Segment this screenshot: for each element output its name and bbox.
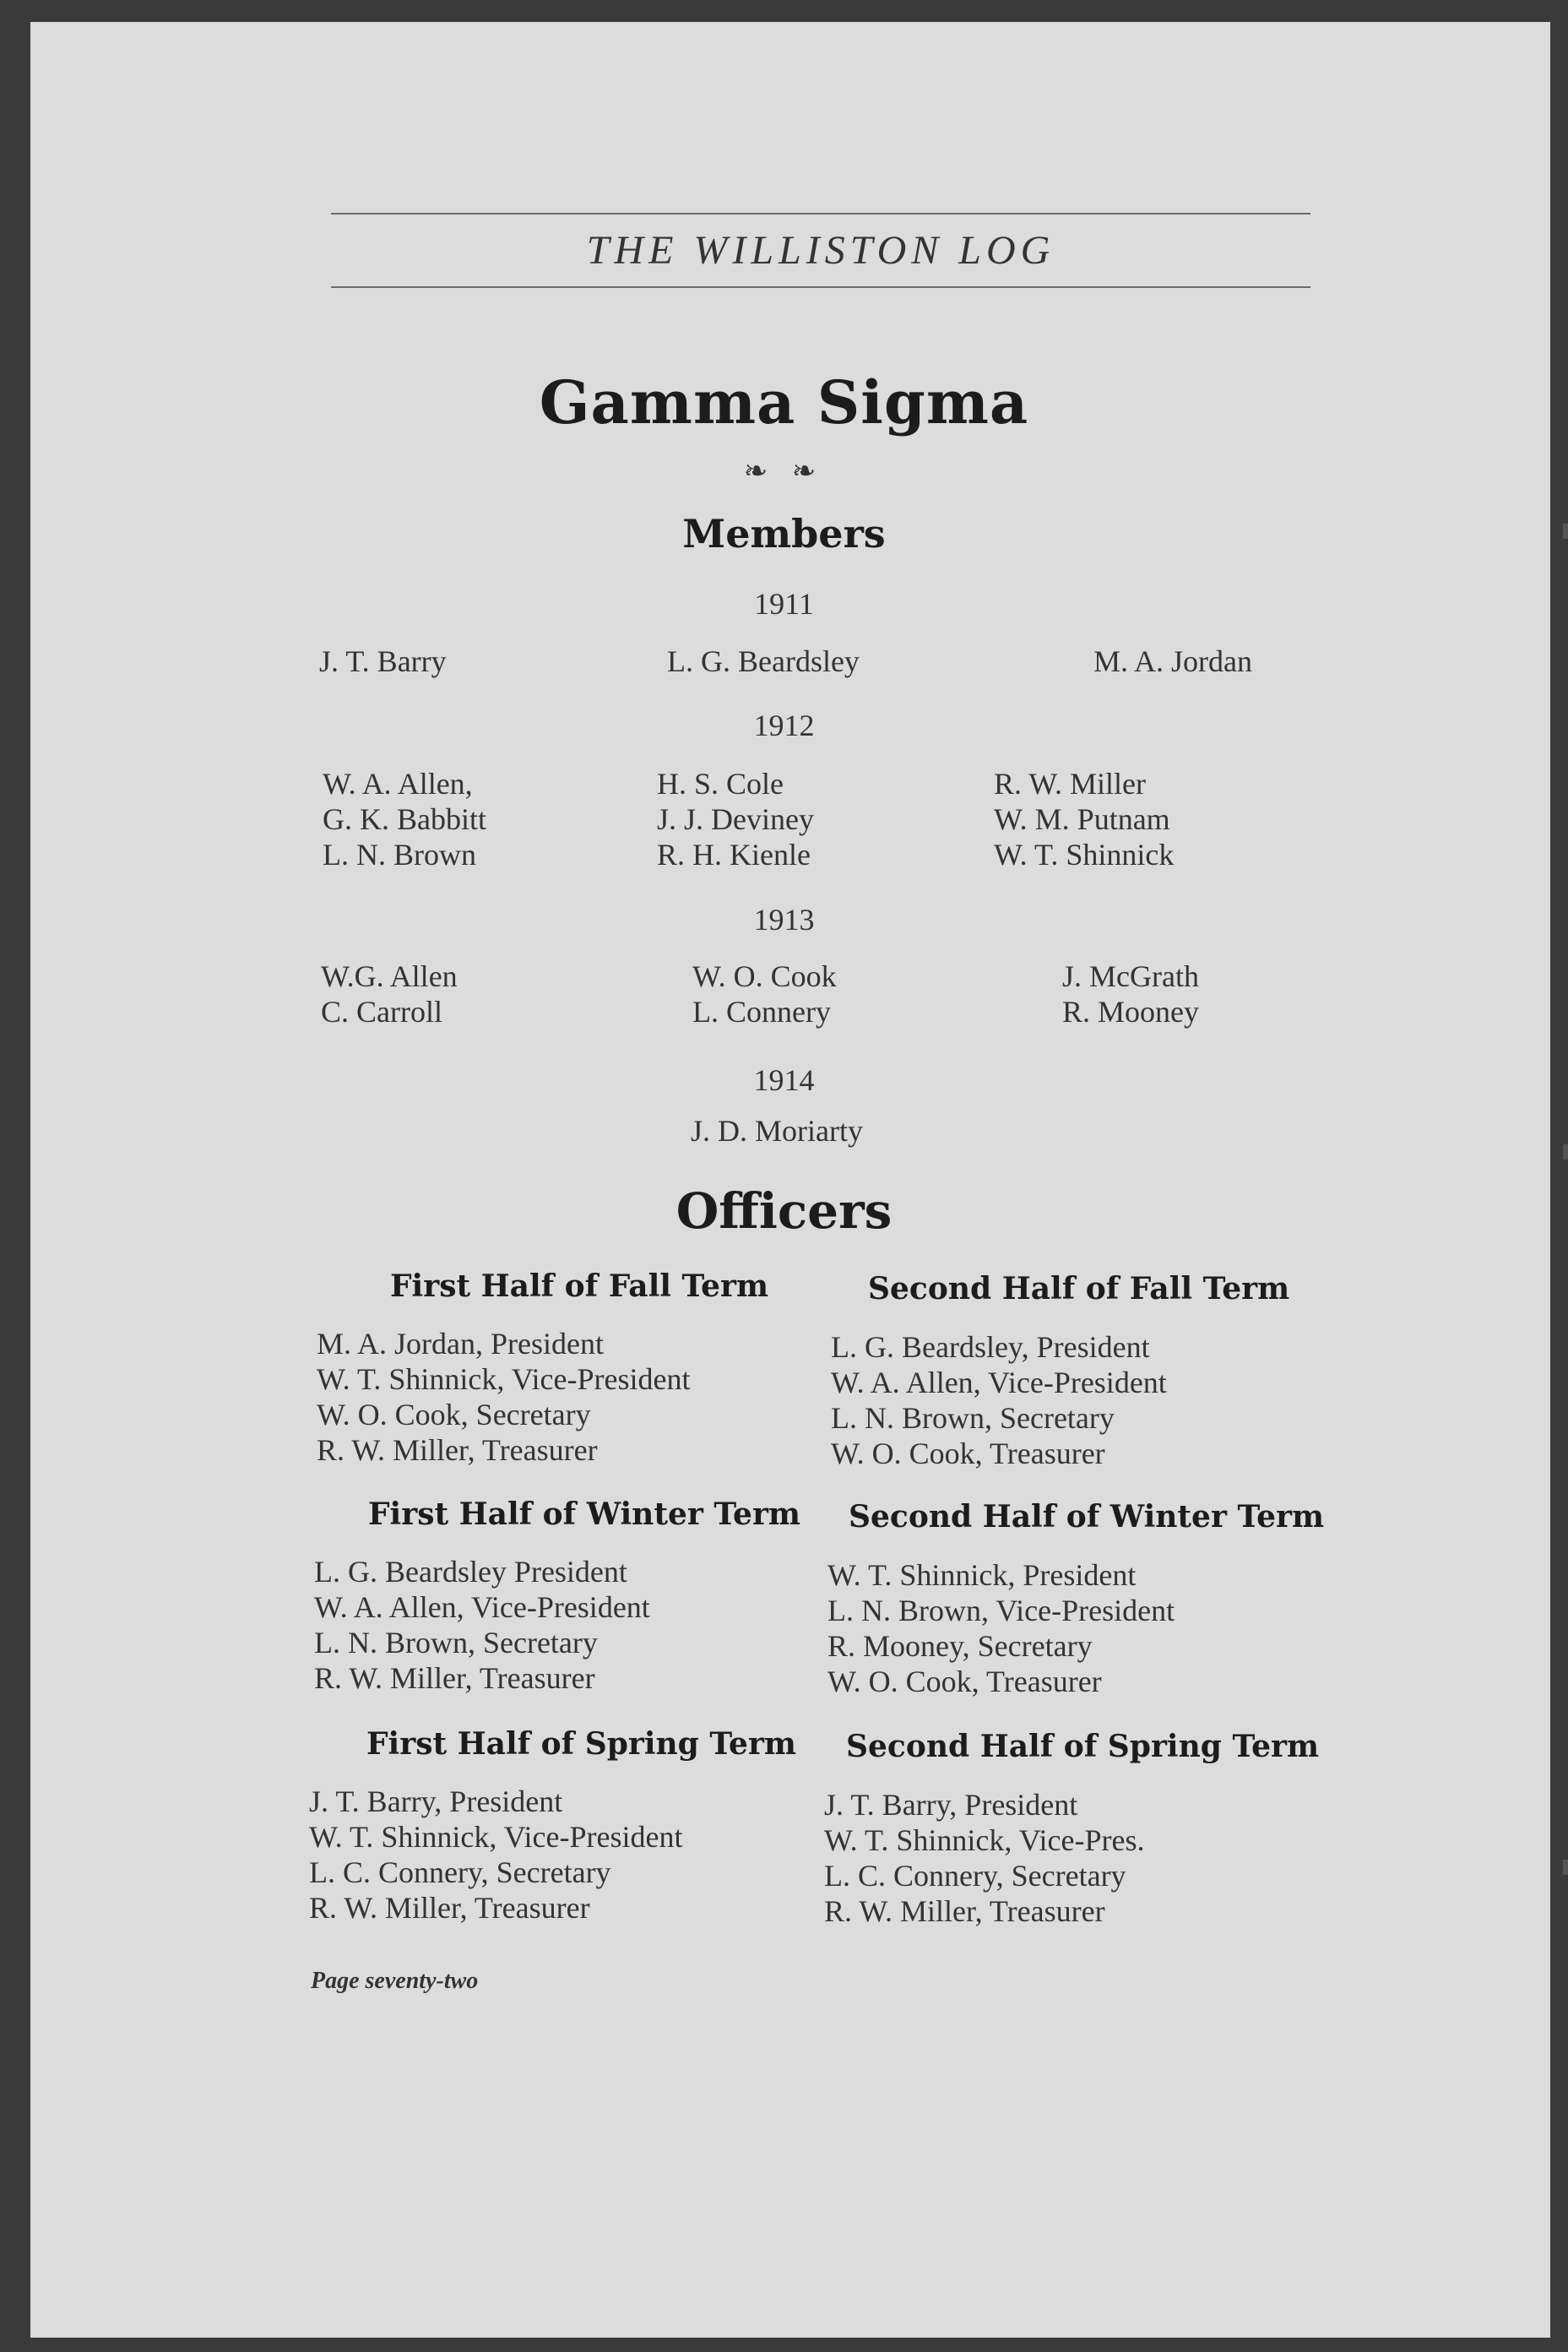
year-label: 1914: [753, 1063, 815, 1097]
member-name: L. N. Brown: [323, 838, 476, 872]
officer-line: L. C. Connery, Secretary: [824, 1859, 1126, 1893]
member-name: R. Mooney: [1062, 995, 1199, 1029]
year-label: 1913: [753, 903, 815, 937]
officer-list: [831, 1329, 1167, 1471]
member-name: C. Carroll: [321, 995, 442, 1029]
term-heading: Second Half of Fall Term: [868, 1271, 1290, 1306]
member-name: W. M. Putnam: [994, 802, 1170, 836]
member-name: R. W. Miller: [994, 767, 1147, 801]
officer-line: L. N. Brown, Secretary: [831, 1401, 1115, 1435]
officer-list: [314, 1554, 650, 1696]
officer-line: W. A. Allen, Vice-President: [831, 1366, 1167, 1399]
member-name: J. J. Deviney: [657, 802, 814, 836]
member-name: W. A. Allen,: [323, 767, 473, 801]
term-heading: First Half of Spring Term: [366, 1726, 797, 1762]
member-name: L. Connery: [692, 995, 831, 1029]
term-heading: First Half of Fall Term: [390, 1268, 769, 1304]
officer-line: W. T. Shinnick, Vice-Pres.: [824, 1823, 1145, 1857]
officer-list: [317, 1326, 690, 1468]
officer-line: L. C. Connery, Secretary: [309, 1855, 611, 1889]
year-label: 1912: [753, 709, 815, 742]
member-name: J. T. Barry: [319, 644, 447, 678]
member-name: J. McGrath: [1062, 959, 1199, 993]
page-number: Page seventy-two: [311, 1968, 479, 1994]
officer-line: L. N. Brown, Vice-President: [827, 1594, 1175, 1627]
officer-list: [824, 1787, 1144, 1929]
member-name: H. S. Cole: [657, 767, 784, 801]
member-name: W. T. Shinnick: [994, 838, 1175, 872]
officer-line: R. Mooney, Secretary: [827, 1629, 1093, 1663]
member-name: J. D. Moriarty: [691, 1114, 863, 1148]
member-name: W.G. Allen: [321, 959, 458, 993]
officer-line: W. T. Shinnick, Vice-President: [309, 1820, 683, 1854]
officer-line: L. N. Brown, Secretary: [314, 1626, 598, 1659]
officer-line: W. O. Cook, Secretary: [317, 1398, 591, 1431]
page-title: Gamma Sigma: [539, 367, 1029, 437]
binding-mark: [1563, 1860, 1568, 1875]
officer-line: W. T. Shinnick, President: [827, 1558, 1137, 1592]
officer-line: R. W. Miller, Treasurer: [314, 1661, 595, 1695]
member-name: M. A. Jordan: [1093, 644, 1252, 678]
officer-line: M. A. Jordan, President: [317, 1327, 604, 1361]
member-name: G. K. Babbitt: [323, 802, 486, 836]
officer-line: L. G. Beardsley, President: [831, 1330, 1150, 1364]
officer-line: R. W. Miller, Treasurer: [309, 1891, 590, 1925]
officer-line: W. O. Cook, Treasurer: [827, 1665, 1102, 1698]
binding-mark: [1563, 524, 1568, 539]
officer-list: [827, 1557, 1175, 1699]
officer-line: W. A. Allen, Vice-President: [314, 1590, 650, 1624]
term-heading: Second Half of Winter Term: [849, 1499, 1325, 1535]
term-heading: Second Half of Spring Term: [846, 1729, 1320, 1764]
term-heading: First Half of Winter Term: [368, 1496, 800, 1532]
officer-line: R. W. Miller, Treasurer: [317, 1433, 598, 1467]
officer-line: W. O. Cook, Treasurer: [831, 1437, 1105, 1470]
year-label: 1911: [754, 587, 814, 621]
members-heading: Members: [682, 511, 886, 557]
officer-line: L. G. Beardsley President: [314, 1555, 627, 1589]
officer-line: W. T. Shinnick, Vice-President: [317, 1362, 691, 1396]
member-name: R. H. Kienle: [657, 838, 811, 872]
officer-line: J. T. Barry, President: [309, 1784, 563, 1818]
ornament: ❧ ❧: [743, 456, 825, 487]
running-head: THE WILLISTON LOG: [331, 213, 1310, 288]
officers-heading: Officers: [675, 1182, 893, 1240]
member-name: L. G. Beardsley: [667, 644, 860, 678]
officer-list: [309, 1784, 682, 1926]
officer-line: R. W. Miller, Treasurer: [824, 1894, 1105, 1928]
officer-line: J. T. Barry, President: [824, 1788, 1078, 1822]
binding-mark: [1563, 1144, 1568, 1160]
member-name: W. O. Cook: [692, 959, 837, 993]
